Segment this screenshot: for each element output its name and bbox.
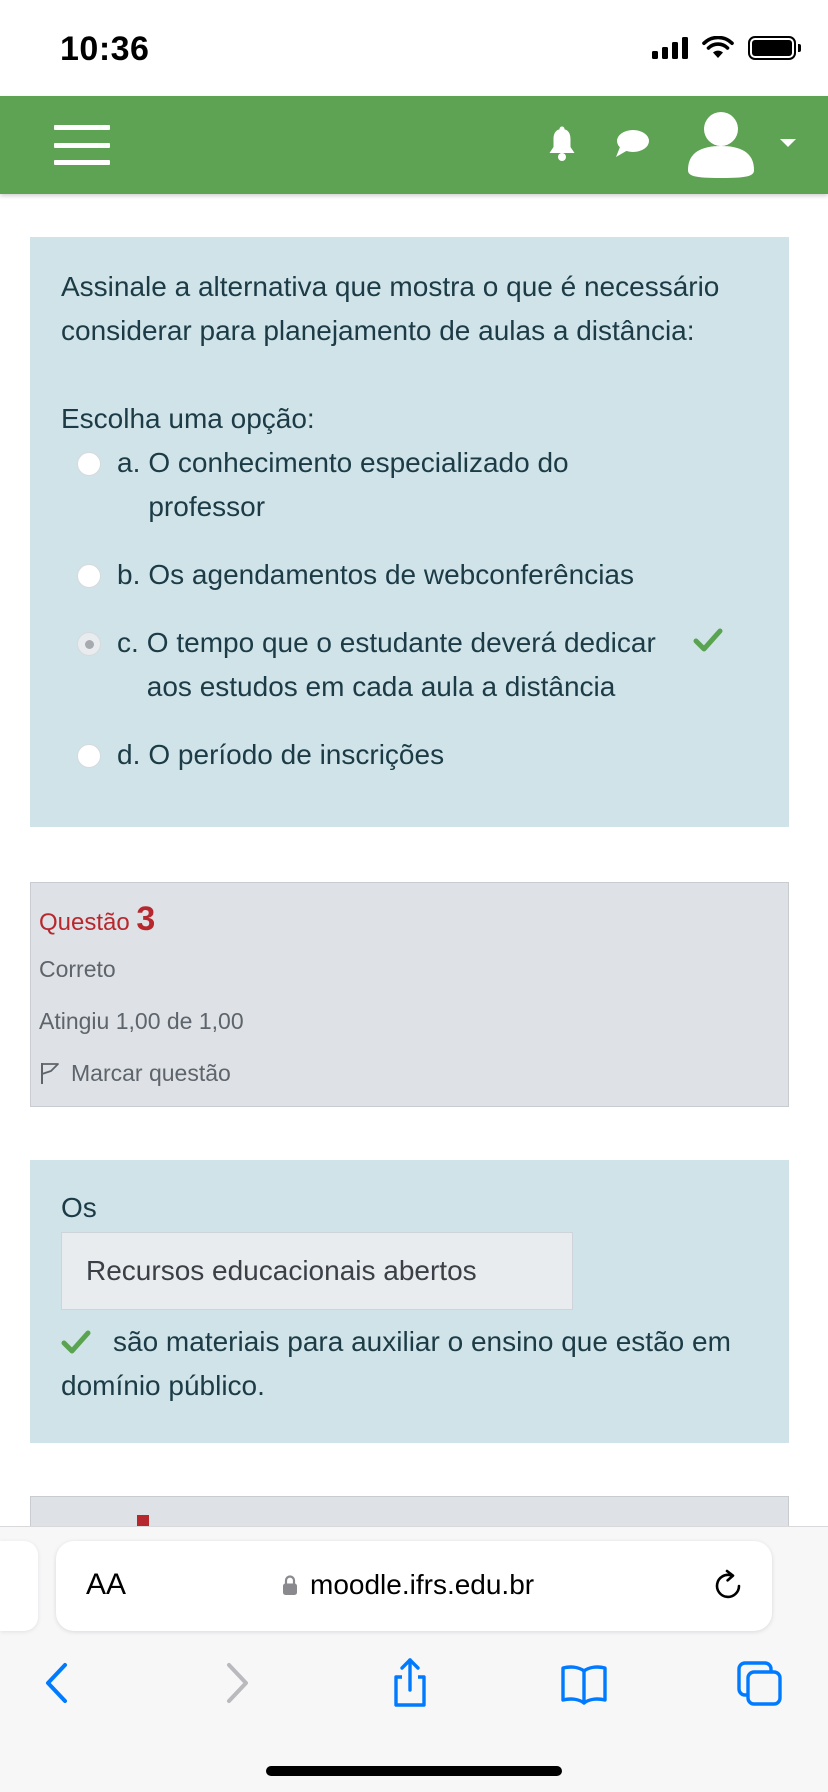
question-state: Correto [39,956,116,982]
bell-icon[interactable] [546,126,578,162]
question-number-value: 3 [136,900,156,938]
menu-icon[interactable] [54,125,110,165]
correct-check-icon [61,1329,91,1355]
flag-question-label[interactable]: Marcar questão [71,1060,231,1086]
status-time: 10:36 [60,30,150,68]
question-number [39,899,788,943]
question-formulation [30,237,789,827]
user-menu-caret-icon[interactable] [780,139,796,147]
answer-option-c[interactable] [77,621,759,709]
radio-button-selected[interactable] [77,632,101,656]
flag-icon[interactable] [39,1061,61,1085]
previous-tab-peek[interactable] [0,1541,38,1631]
question-3-info [30,882,789,1107]
answer-field[interactable]: Recursos educacionais abertos [61,1232,573,1310]
option-letter: a. [117,447,141,478]
question-grade: Atingiu 1,00 de 1,00 [39,1008,244,1034]
safari-toolbar [0,1526,828,1792]
bookmarks-icon[interactable] [560,1657,608,1709]
question-3-formulation [30,1160,789,1443]
option-label: O período de inscrições [148,739,445,770]
chat-icon[interactable] [614,129,650,159]
option-letter: c. [117,627,139,658]
status-bar [0,0,828,96]
question-text: Assinale a alternativa que mostra o que é necessário considerar para planejamento de aulas a distância: [61,271,720,346]
back-icon[interactable] [34,1657,82,1709]
battery-icon [748,36,796,60]
answer-option-a[interactable] [77,441,759,529]
option-letter: d. [117,739,141,770]
moodle-navbar [0,96,828,194]
share-icon[interactable] [386,1657,434,1709]
tabs-icon[interactable] [736,1657,784,1709]
home-indicator[interactable] [266,1766,562,1776]
reload-icon[interactable] [710,1567,746,1603]
option-letter: b. [117,559,141,590]
flag-question-link[interactable] [39,1058,788,1088]
question-3-rest-text [61,1320,759,1408]
question-3-lead-text: Os [61,1192,97,1223]
option-label: O tempo que o estudante deverá dedicar aos estudos em cada aula a distância [146,627,656,702]
correct-check-icon [693,627,723,653]
status-icons [652,36,796,60]
text-size-label[interactable]: AA [86,1568,127,1601]
answer-options [77,441,759,777]
question-number-label: Questão [39,909,130,936]
radio-button[interactable] [77,452,101,476]
address-bar[interactable] [56,1541,772,1631]
lock-icon [282,1574,298,1596]
choose-option-prompt: Escolha uma opção: [61,403,315,434]
user-avatar-icon[interactable] [686,108,756,178]
option-label: Os agendamentos de webconferências [148,559,634,590]
answer-option-b[interactable] [77,553,759,597]
cellular-signal-icon [652,37,688,59]
question-3-rest-label: são materiais para auxiliar o ensino que estão em domínio público. [61,1326,731,1401]
option-label: O conhecimento especializado do professor [148,447,569,522]
radio-button[interactable] [77,564,101,588]
wifi-icon [702,36,734,60]
forward-icon[interactable] [212,1657,260,1709]
text-size-button[interactable] [86,1567,126,1603]
url-text[interactable]: moodle.ifrs.edu.br [310,1569,535,1600]
radio-button[interactable] [77,744,101,768]
answer-option-d[interactable] [77,733,759,777]
